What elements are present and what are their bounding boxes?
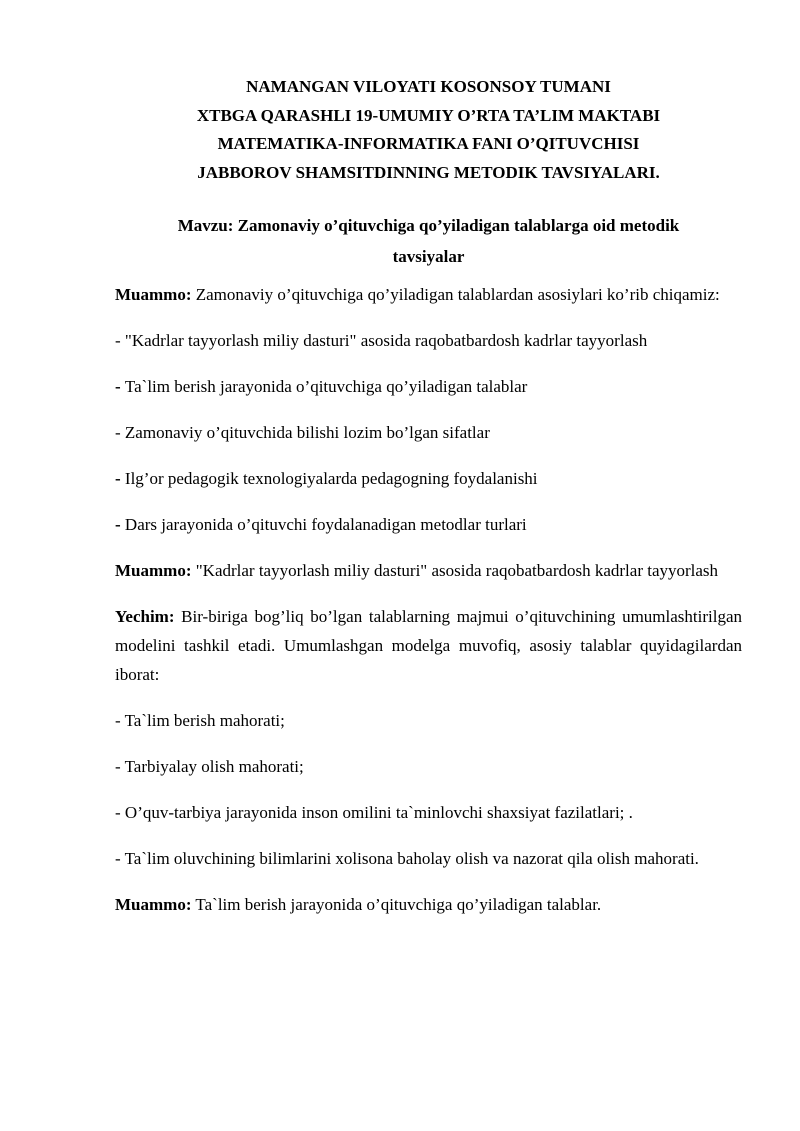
problem-paragraph-1 xyxy=(115,280,742,309)
list-item-text: "Kadrlar tayyorlash miliy dasturi" asosida raqobatbardosh kadrlar tayyorlash xyxy=(124,331,648,350)
document-header xyxy=(115,73,742,187)
problem-paragraph-2 xyxy=(115,556,742,585)
list-dash: - xyxy=(115,331,125,350)
problem-text: Ta`lim berish jarayonida o’qituvchiga qo’yiladigan talablar. xyxy=(191,895,602,914)
list-dash: - xyxy=(115,469,125,488)
topic-line-2: tavsiyalar xyxy=(392,247,465,266)
list-dash: - xyxy=(115,377,125,396)
list-item-text: Ta`lim berish jarayonida o’qituvchiga qo’yiladigan talablar xyxy=(124,377,528,396)
header-line-1: NAMANGAN VILOYATI KOSONSOY TUMANI xyxy=(246,77,611,96)
list-item: - Tarbiyalay olish mahorati; xyxy=(115,757,304,776)
list-item xyxy=(115,326,742,355)
problem-label: Muammo: xyxy=(115,895,192,914)
solution-text: Bir-biriga bog’liq bo’lgan talablarning majmui o’qituvchining umumlashtirilgan modelini tashkil etadi. Umumlashgan modelga muvofiq, asosiy talablar quyidagilardan iborat: xyxy=(115,607,742,684)
list-item-text: Ilg’or pedagogik texnologiyalarda pedagogning foydalanishi xyxy=(124,469,538,488)
topic-line-1: Mavzu: Zamonaviy o’qituvchiga qo’yiladigan talablarga oid metodik xyxy=(177,216,680,235)
problem-text: "Kadrlar tayyorlash miliy dasturi" asosida raqobatbardosh kadrlar tayyorlash xyxy=(191,561,719,580)
document-page xyxy=(115,73,742,919)
list-item-text: Zamonaviy o’qituvchida bilishi lozim bo’lgan sifatlar xyxy=(124,423,490,442)
list-item: - Ta`lim oluvchining bilimlarini xolisona baholay olish va nazorat qila olish mahorati. xyxy=(115,849,699,868)
list-item xyxy=(115,372,742,401)
problem-text: Zamonaviy o’qituvchiga qo’yiladigan talablardan asosiylari ko’rib chiqamiz: xyxy=(191,285,720,304)
list-item xyxy=(115,418,742,447)
list-item xyxy=(115,510,742,539)
list-item xyxy=(115,464,742,493)
problem-label: Muammo: xyxy=(115,285,192,304)
problem-paragraph-3 xyxy=(115,890,742,919)
header-line-4: JABBOROV SHAMSITDINNING METODIK TAVSIYALARI. xyxy=(197,162,660,182)
problem-label: Muammo: xyxy=(115,561,192,580)
topic-title xyxy=(115,210,742,272)
list-item-text: Dars jarayonida o’qituvchi foydalanadigan metodlar turlari xyxy=(124,515,527,534)
list-dash: - xyxy=(115,423,125,442)
solution-label: Yechim: xyxy=(115,607,175,626)
solution-paragraph xyxy=(115,602,742,689)
header-line-3: MATEMATIKA-INFORMATIKA FANI O’QITUVCHISI xyxy=(217,134,640,153)
list-dash: - xyxy=(115,515,125,534)
list-item: - O’quv-tarbiya jarayonida inson omilini ta`minlovchi shaxsiyat fazilatlari; . xyxy=(115,803,633,822)
header-line-2: XTBGA QARASHLI 19-UMUMIY O’RTA TA’LIM MAKTABI xyxy=(196,105,661,125)
list-item: - Ta`lim berish mahorati; xyxy=(115,711,285,730)
